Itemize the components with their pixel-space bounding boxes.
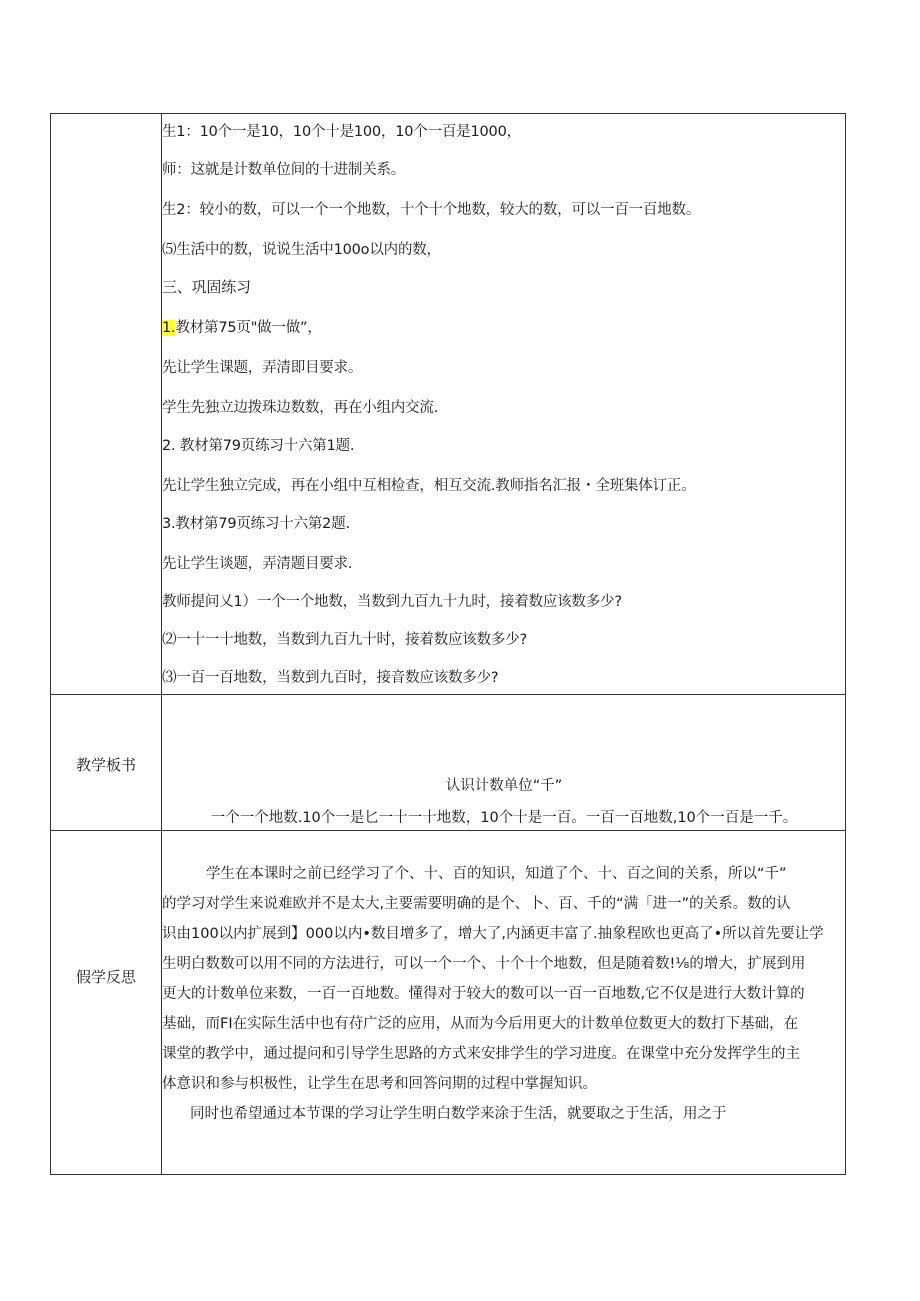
reflection-label: 假学反思 [75,968,136,986]
reflection-line: 生明白数数可以用不同的方法进行，可以一个一个、十个十个地数，但是随着数!⅛的增大，扩展到用 [162,956,806,972]
lesson-line: 先让学生独立完成，再在小组中互相检查，相互交流.教师指名汇报・全班集体订正。 [162,478,696,494]
reflection-line: 更大的计数单位来数，一百一百地数。懂得对于较大的数可以一百一百地数,它不仅是进行大数计算的 [162,986,805,1002]
reflection-line: 体意识和参与枳极性，让学生在思考和回答问期的过程中掌握知识。 [162,1076,597,1092]
highlight-mark: 1. [162,320,176,336]
row-divider [51,830,845,831]
lesson-line: 生2：较小的数，可以一个一个地数，十个十个地数，较大的数，可以一百一百地数。 [162,202,701,218]
lesson-table [50,113,846,1175]
reflection-line: 基础，而FI在实际生活中也有苻广泛的应用，从而为今后用更大的计数单位数更大的数打下基础，在 [162,1016,799,1032]
reflection-line: 的学习对学生来说难欧并不是太大,主要需要明确的是个、卜、百、千的“满「进一”的关系。数的认 [162,896,791,912]
lesson-line-text: 教材第75页"做一做”， [175,320,322,336]
lesson-line [162,316,322,337]
board-title: 认识计数单位“千” [445,778,563,794]
lesson-line: 先让学生课题，弄清即目要求。 [162,360,363,376]
reflection-line: 学生在本课时之前已经学习了个、十、百的知识，知道了个、十、百之间的关系，所以“千” [206,866,787,882]
lesson-line: 3.教材第79页练习十六第2题. [162,516,350,532]
lesson-line: ⑶一百一百地数，当数到九百时，接音数应该数多少? [162,670,499,686]
lesson-line: ⑸生活中的数，说说生活中100o以内的数， [162,242,441,258]
lesson-line: 2. 教材第79页练习十六第1题. [162,438,355,454]
lesson-line: ⑵一十一十地数，当数到九百九十时，接着数应该数多少? [162,632,527,648]
reflection-paragraph [162,859,846,1129]
section-heading: 三、巩固练习 [162,278,251,296]
lesson-line: 教师提问乂1）一个一个地数，当数到九百九十九时，接着数应该数多少? [162,594,622,610]
lesson-line: 师：这就是计数单位间的十进制关系。 [162,162,406,178]
lesson-line: 先让学生谈题，弄清题目要求. [162,556,353,572]
reflection-line: 识由100以内扩展到】000以内•数目增多了，增大了,内涵更丰富了.抽象程欧也更高了•所以首先要让学 [162,926,824,942]
board-content: 一个一个地数.10个一是匕一十一十地数，10个十是一百。一百一百地数,10个一百是一千。 [210,810,798,826]
lesson-line: 学生先独立边拨珠边数数，再在小组内交流. [162,400,439,416]
board-label: 教学板书 [75,756,136,774]
reflection-line: 课堂的教学中，通过提问和引导学生思路的方式来安排学生的学习进度。在课堂中充分发挥学生的主 [162,1046,800,1062]
row-divider [51,694,845,695]
reflection-line: 同时也希望通过本节课的学习让学生明白数学来涂于生活，就要取之于生活，用之于 [190,1106,727,1122]
lesson-line: 生1：10个一是10，10个十是100，10个一百是1000， [162,124,521,140]
